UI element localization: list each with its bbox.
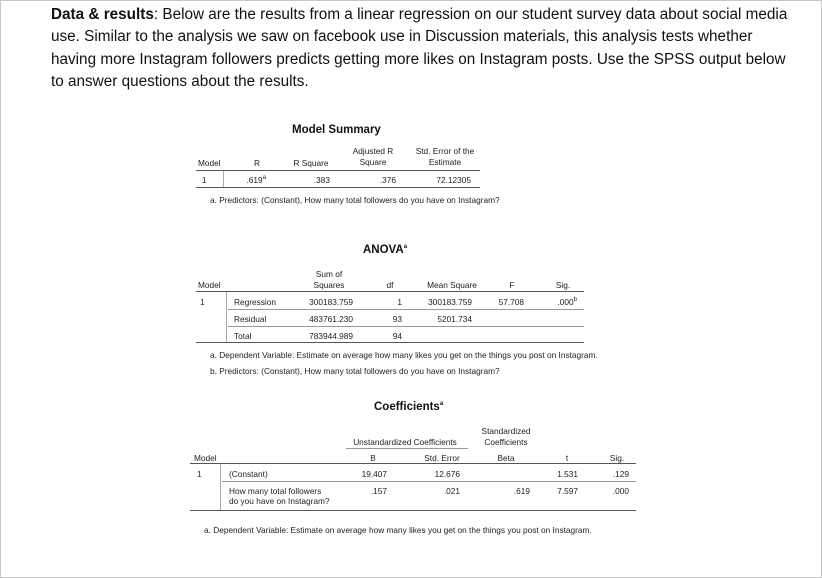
anova-title (363, 244, 407, 256)
anova-header-rule (196, 291, 584, 292)
ms-header-rule (196, 170, 480, 171)
ms-row-r (228, 175, 266, 185)
intro-bold-label: Data & results (51, 6, 154, 23)
ms-header-r-square: R Square (293, 158, 329, 168)
anova-row-ss: 783944.989 (309, 331, 353, 341)
coef-row-se: .021 (443, 486, 460, 496)
coef-row-rule (222, 481, 636, 482)
ms-col-divider (223, 171, 224, 187)
coef-header-b: B (370, 453, 376, 463)
coef-header-std-line1: Standardized (481, 426, 531, 436)
anova-row-label: Residual (234, 314, 267, 324)
coef-col-divider (220, 464, 221, 510)
anova-row-df: 93 (392, 314, 402, 324)
coef-header-t: t (565, 453, 569, 463)
ms-row-se: 72.12305 (436, 175, 471, 185)
anova-row-f: 57.708 (498, 297, 524, 307)
anova-row-label: Total (234, 331, 252, 341)
anova-footnote: a. Dependent Variable: Estimate on average how many likes you get on the things you post on Instagram. (210, 350, 598, 360)
ms-footnote: a. Predictors: (Constant), How many total followers do you have on Instagram? (210, 195, 500, 205)
coef-header-model: Model (194, 453, 217, 463)
anova-title-text: ANOVA (363, 244, 404, 256)
coef-subheader-rule (346, 448, 468, 449)
ms-row-r-sup: a (262, 175, 266, 182)
anova-header-ms: Mean Square (427, 280, 477, 290)
coef-row-b: .157 (370, 486, 387, 496)
anova-row-rule-1 (228, 309, 584, 310)
coef-row-beta: .619 (513, 486, 530, 496)
coef-header-sig: Sig. (609, 453, 625, 463)
anova-row-ss: 300183.759 (309, 297, 353, 307)
anova-row-ms: 5201.734 (437, 314, 472, 324)
ms-header-r: R (254, 158, 260, 168)
anova-model-num: 1 (200, 297, 205, 307)
anova-header-sig: Sig. (555, 280, 571, 290)
anova-row-sig (550, 297, 577, 307)
ms-header-adj-r-line2: Square (359, 157, 387, 167)
intro-text: : Below are the results from a linear regression on our student survey data about social media use. Similar to the analysis we saw on facebook use in Discussion materials, this analysis tests whether having more Instagram followers predicts getting more likes on Instagram posts. Use the SPSS output below to answer questions about the results. (51, 6, 788, 90)
coef-header-rule (190, 463, 636, 464)
coef-row-label: (Constant) (229, 469, 268, 479)
coef-header-se: Std. Error (424, 453, 460, 463)
ms-header-se-line1: Std. Error of the (415, 146, 475, 156)
model-summary-title: Model Summary (292, 124, 381, 136)
ms-row-r-square: .383 (313, 175, 330, 185)
anova-bottom-rule (196, 342, 584, 343)
ms-header-model: Model (198, 158, 221, 168)
ms-bottom-rule (196, 187, 480, 188)
coef-row-sig: .129 (612, 469, 629, 479)
coef-header-unstd: Unstandardized Coefficients (353, 437, 457, 447)
coefficients-title (374, 401, 443, 413)
anova-footnote: b. Predictors: (Constant), How many total followers do you have on Instagram? (210, 366, 500, 376)
coefficients-title-text: Coefficients (374, 401, 440, 413)
anova-row-sig-value: .000 (557, 297, 574, 307)
ms-header-adj-r-line1: Adjusted R (352, 146, 394, 156)
coefficients-title-sup: a (439, 401, 444, 408)
anova-header-ss-line2: Squares (313, 280, 345, 290)
coef-row-b: 19.407 (361, 469, 387, 479)
coef-header-std-line2: Coefficients (484, 437, 528, 447)
anova-col-divider (226, 292, 227, 342)
anova-row-rule-2 (228, 326, 584, 327)
anova-row-df: 1 (397, 297, 402, 307)
anova-header-f: F (509, 280, 515, 290)
anova-row-sig-sup: b (573, 297, 577, 304)
coef-row-t: 7.597 (557, 486, 578, 496)
ms-row-adj-r-square: .376 (379, 175, 396, 185)
anova-title-sup: a (403, 244, 408, 251)
ms-row-r-value: .619 (246, 175, 263, 185)
coef-row-se: 12.676 (434, 469, 460, 479)
coef-model-num: 1 (197, 469, 202, 479)
ms-header-se-line2: Estimate (428, 157, 462, 167)
anova-header-model: Model (198, 280, 221, 290)
anova-row-label: Regression (234, 297, 276, 307)
anova-row-ms: 300183.759 (428, 297, 472, 307)
intro-paragraph (51, 4, 791, 93)
anova-row-df: 94 (392, 331, 402, 341)
coef-row-label: How many total followers (229, 486, 322, 496)
ms-row-model: 1 (202, 175, 207, 185)
anova-header-ss-line1: Sum of (315, 269, 343, 279)
anova-row-ss: 483761.230 (309, 314, 353, 324)
coef-row-t: 1.531 (557, 469, 578, 479)
coef-header-beta: Beta (497, 453, 515, 463)
anova-header-df: df (386, 280, 394, 290)
coef-row-sig: .000 (612, 486, 629, 496)
coef-footnote: a. Dependent Variable: Estimate on average how many likes you get on the things you post on Instagram. (204, 525, 592, 535)
coef-bottom-rule (190, 510, 636, 511)
coef-row-label: do you have on Instagram? (229, 496, 330, 506)
